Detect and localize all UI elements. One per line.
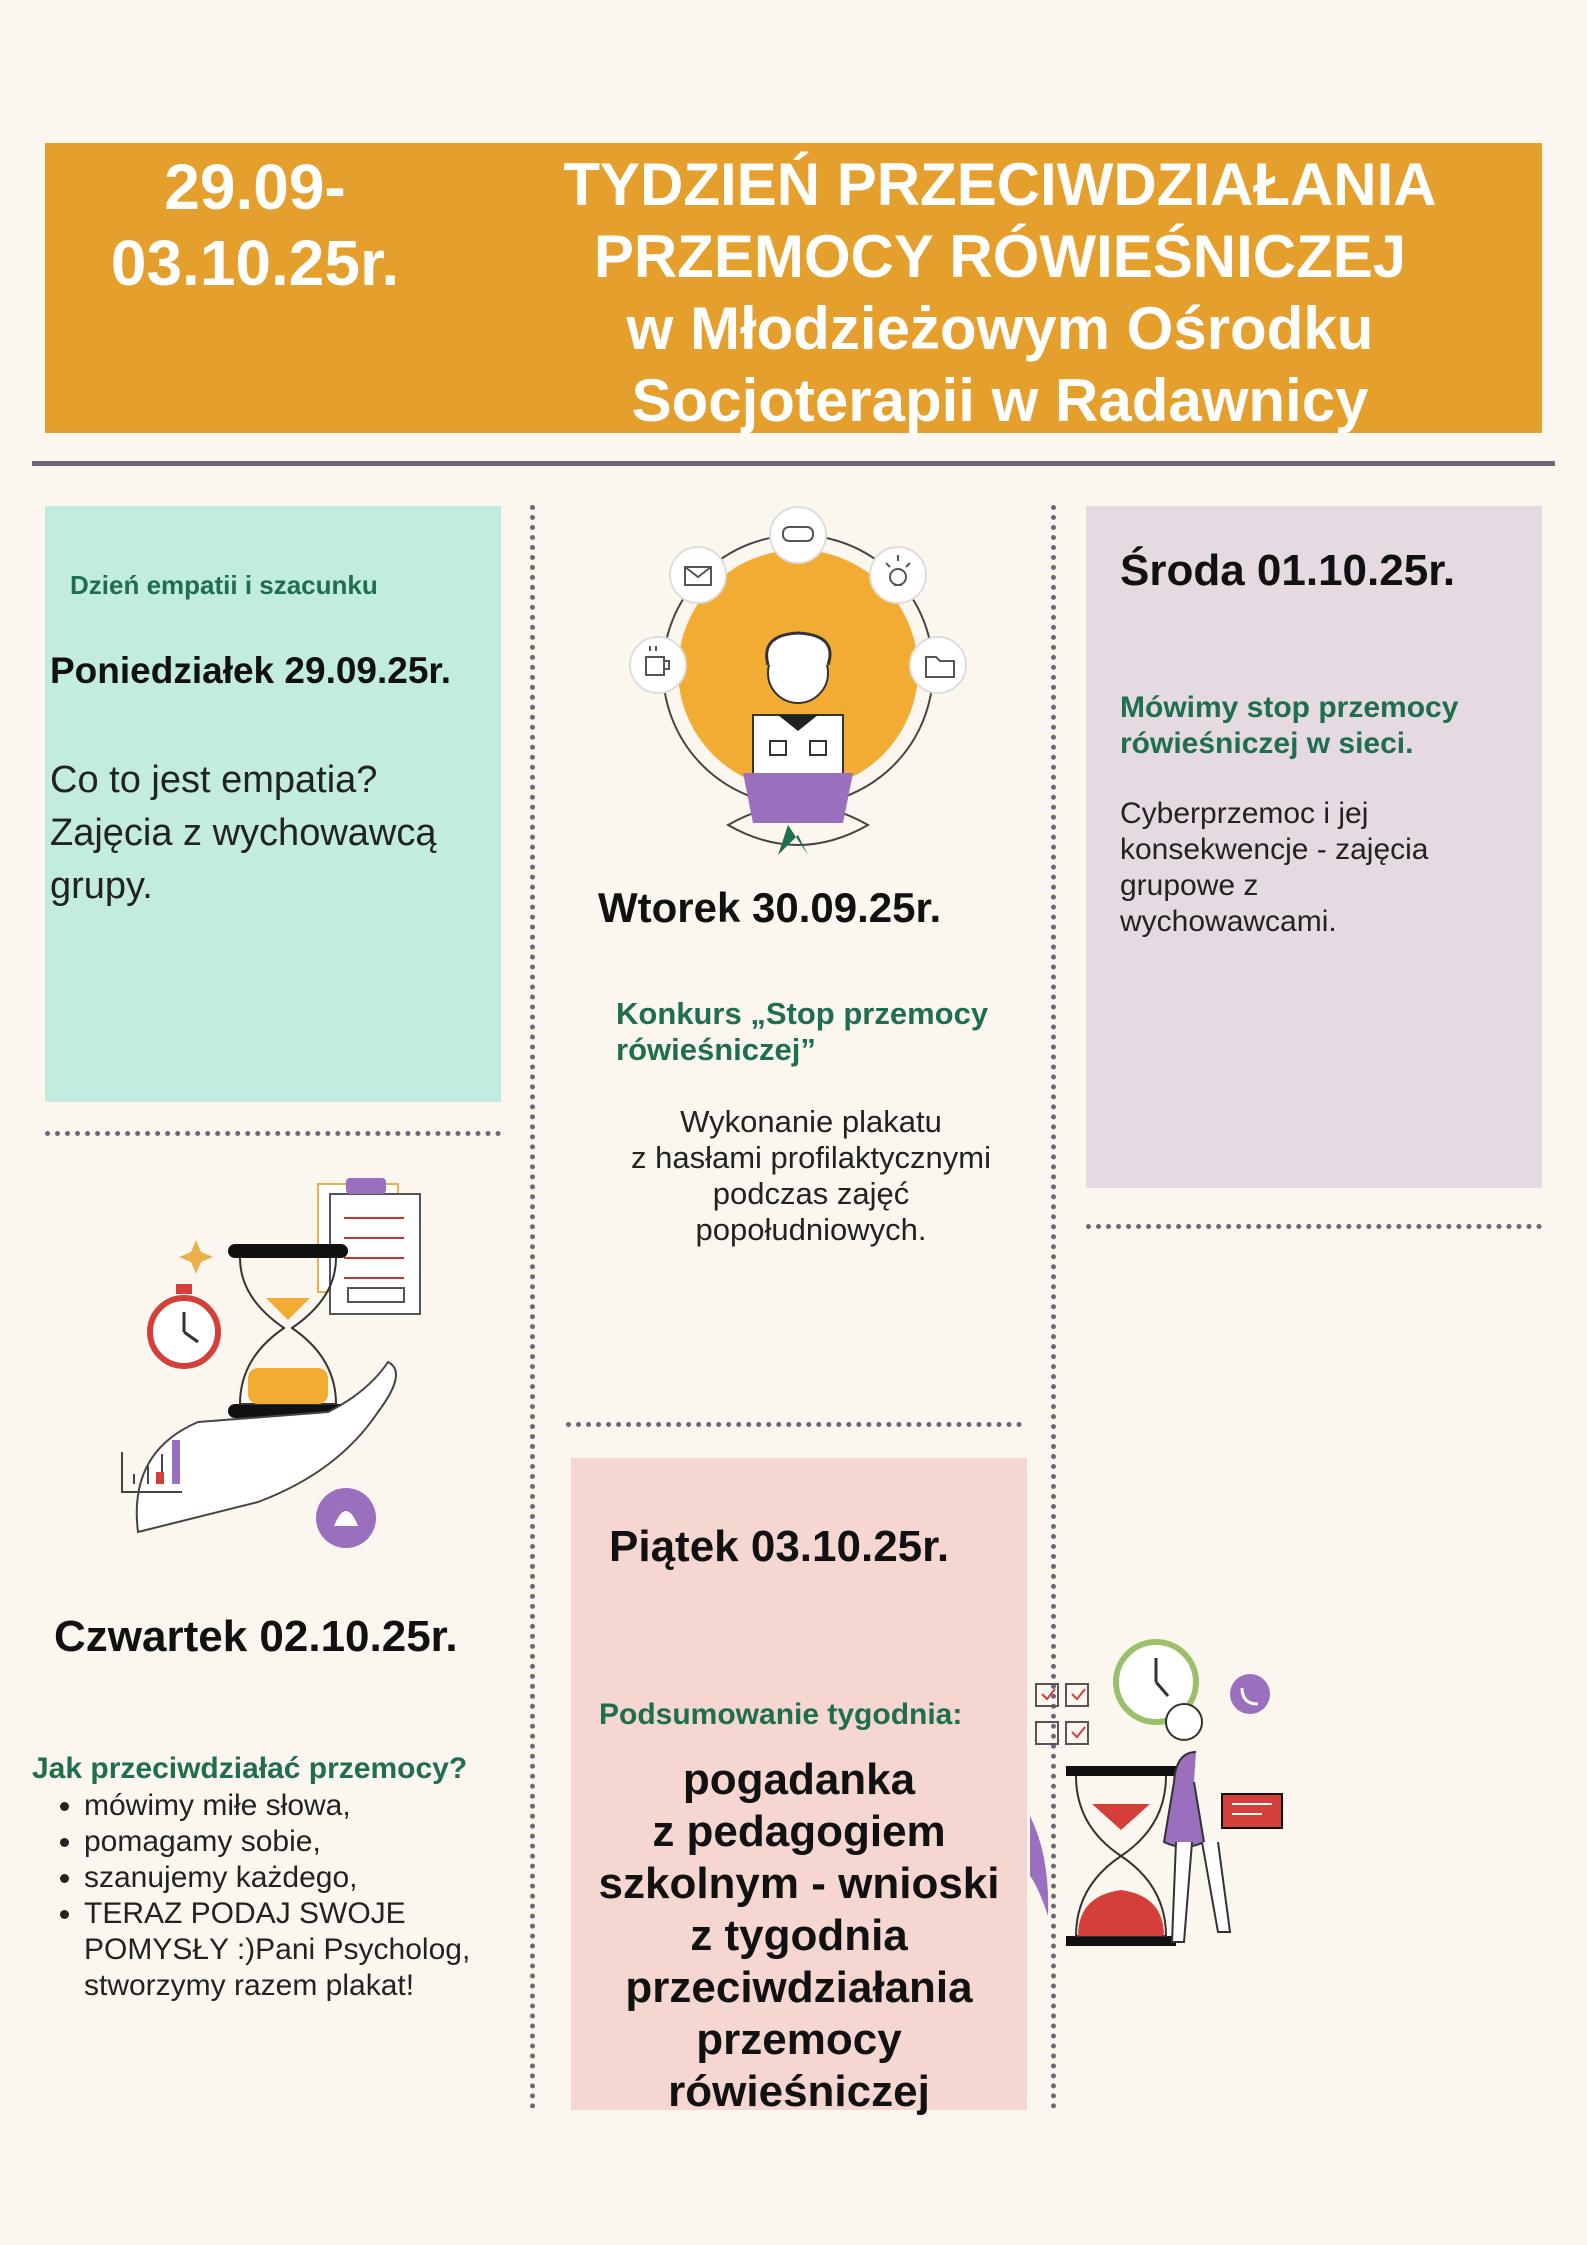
header-banner [45,143,1542,433]
list-item: • mówimy miłe słowa, [84,1788,502,1824]
wednesday-subtitle: Mówimy stop przemocy rówieśniczej w sieci. [1120,691,1459,760]
wednesday-card [1086,506,1542,1188]
friday-card [571,1458,1027,2116]
monday-subtitle: Dzień empatii i szacunku [70,570,378,600]
header-title: TYDZIEŃ PRZECIWDZIAŁANIA PRZEMOCY RÓWIEŚNICZEJ w Młodzieżowym Ośrodku Socjoterapii w Radawnicy [563,151,1437,434]
friday-subtitle: Podsumowanie tygodnia: [599,1698,963,1731]
thursday-bullet-list [32,1788,502,2004]
section-separator-wednesday [1086,1224,1542,1229]
hourglass-hand-illustration [118,1172,428,1554]
friday-day-title: Piątek 03.10.25r. [609,1522,950,1571]
header-date: 29.09- 03.10.25r. [110,151,400,299]
laptop-person-illustration [628,505,976,870]
list-item: • TERAZ PODAJ SWOJE POMYSŁY :)Pani Psycholog, stworzymy razem plakat! [84,1896,502,2004]
thursday-day-title: Czwartek 02.10.25r. [54,1612,458,1661]
tuesday-description: Wykonanie plakatu z hasłami profilaktycznymi podczas zajęć popołudniowych. [630,1104,992,1247]
column-separator-left [530,505,535,2110]
list-item: • pomagamy sobie, [84,1824,502,1860]
wednesday-day-title: Środa 01.10.25r. [1120,546,1456,595]
tuesday-day-title: Wtorek 30.09.25r. [598,884,942,931]
monday-day-title: Poniedziałek 29.09.25r. [50,650,452,691]
header-divider [32,461,1555,466]
monday-card [45,506,501,1102]
monday-description: Co to jest empatia? Zajęcia z wychowawcą grupy. [50,759,437,907]
wednesday-description: Cyberprzemoc i jej konsekwencje - zajęcia grupowe z wychowawcami. [1120,797,1429,938]
thursday-subtitle: Jak przeciwdziałać przemocy? [32,1752,468,1785]
list-item: • szanujemy każdego, [84,1860,502,1896]
section-separator-monday [45,1131,501,1136]
person-hourglass-illustration [1026,1636,1294,1952]
tuesday-subtitle: Konkurs „Stop przemocy rówieśniczej” [616,996,989,1067]
friday-description: pogadanka z pedagogiem szkolnym - wnioski z tygodnia przeciwdziałania przemocy rówieśniczej [598,1755,1000,2116]
section-separator-tuesday [566,1422,1022,1427]
